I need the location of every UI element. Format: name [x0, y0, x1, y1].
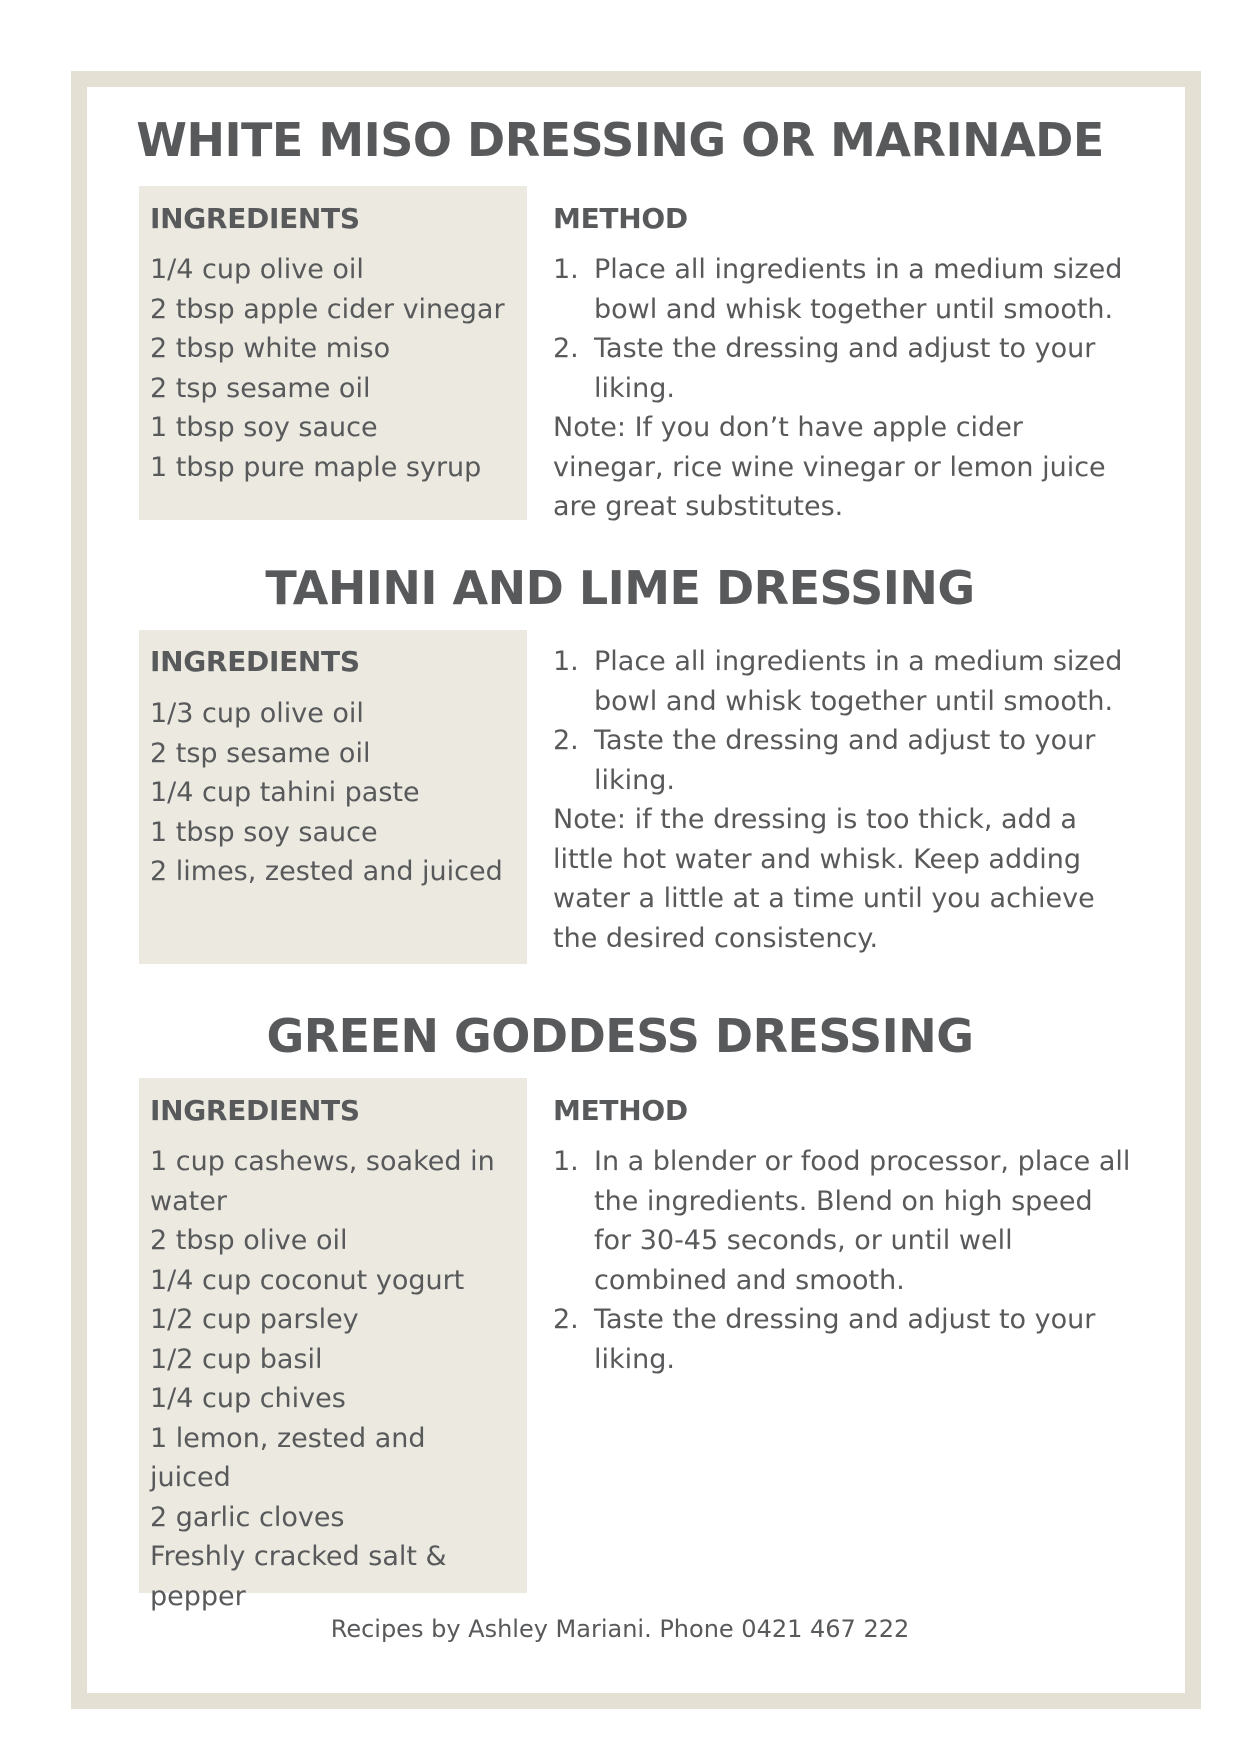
ingredient-item: 1/4 cup coconut yogurt — [150, 1264, 465, 1296]
method-step — [553, 1142, 1133, 1300]
ingredient-item: 2 tbsp olive oil — [150, 1225, 348, 1256]
step-text: Place all ingredients in a medium sized bowl and whisk together until smooth. — [594, 254, 1123, 325]
ingredient-item: 2 tbsp white miso — [150, 333, 391, 364]
recipe-1-title: WHITE MISO DRESSING OR MARINADE — [136, 113, 1104, 167]
step-number: 2. — [553, 725, 579, 756]
ingredient-item: 2 tsp sesame oil — [150, 372, 371, 404]
recipe-2-ingredients-heading: INGREDIENTS — [150, 645, 360, 678]
ingredient-item: 2 tsp sesame oil — [150, 737, 371, 769]
recipe-3-method-heading: METHOD — [553, 1094, 688, 1127]
ingredient-item: 1 tbsp soy sauce — [150, 412, 378, 443]
ingredient-item: 2 tbsp apple cider vinegar — [150, 293, 505, 325]
recipe-3-method-list — [553, 1142, 1133, 1379]
recipe-2-method-list — [553, 642, 1133, 800]
recipe-3-title: GREEN GODDESS DRESSING — [266, 1009, 974, 1063]
recipe-3-ingredients-heading: INGREDIENTS — [150, 1094, 360, 1127]
ingredient-item: 1/4 cup tahini paste — [150, 777, 420, 808]
recipe-1-ingredients-list — [150, 250, 520, 487]
recipe-3-ingredients-list — [150, 1142, 500, 1616]
method-step — [553, 329, 1133, 408]
recipe-1-method-heading: METHOD — [553, 202, 688, 235]
method-step — [553, 1300, 1133, 1379]
step-number: 1. — [553, 1146, 579, 1177]
ingredient-item: 1 cup cashews, soaked in water — [150, 1146, 495, 1217]
footer-credit: Recipes by Ashley Mariani. Phone 0421 467 222 — [330, 1615, 910, 1643]
ingredient-item: 2 limes, zested and juiced — [150, 856, 503, 887]
ingredient-item: 1/4 cup chives — [150, 1383, 346, 1414]
step-text: Taste the dressing and adjust to your liking. — [594, 333, 1096, 404]
ingredient-item: 2 garlic cloves — [150, 1501, 345, 1533]
ingredient-item: Freshly cracked salt & pepper — [150, 1541, 447, 1612]
recipe-1-note: Note: If you don’t have apple cider vinegar, rice wine vinegar or lemon juice are great substitutes. — [553, 412, 1106, 522]
ingredient-item: 1 lemon, zested and juiced — [150, 1422, 426, 1493]
recipe-2-title: TAHINI AND LIME DRESSING — [265, 561, 975, 615]
recipe-1-method-list — [553, 250, 1133, 408]
step-number: 2. — [553, 333, 579, 364]
ingredient-item: 1/4 cup olive oil — [150, 254, 364, 285]
method-step — [553, 721, 1133, 800]
step-text: In a blender or food processor, place all the ingredients. Blend on high speed for 30-45 seconds, or until well combined and smooth. — [594, 1146, 1131, 1296]
method-step — [553, 250, 1133, 329]
step-text: Taste the dressing and adjust to your liking. — [594, 1304, 1096, 1375]
ingredient-item: 1/2 cup parsley — [150, 1304, 359, 1335]
step-number: 1. — [553, 646, 579, 677]
ingredient-item: 1 tbsp soy sauce — [150, 816, 378, 848]
method-step — [553, 642, 1133, 721]
recipe-2-note: Note: if the dressing is too thick, add a little hot water and whisk. Keep adding water a little at a time until you achieve the desired consistency. — [553, 804, 1095, 954]
recipe-2-ingredients-list — [150, 694, 520, 892]
step-text: Place all ingredients in a medium sized bowl and whisk together until smooth. — [594, 646, 1123, 717]
step-number: 1. — [553, 254, 579, 285]
ingredient-item: 1 tbsp pure maple syrup — [150, 451, 482, 483]
ingredient-item: 1/2 cup basil — [150, 1343, 323, 1375]
recipe-1-ingredients-heading: INGREDIENTS — [150, 202, 360, 235]
ingredient-item: 1/3 cup olive oil — [150, 698, 364, 729]
step-number: 2. — [553, 1304, 579, 1335]
step-text: Taste the dressing and adjust to your liking. — [594, 725, 1096, 796]
